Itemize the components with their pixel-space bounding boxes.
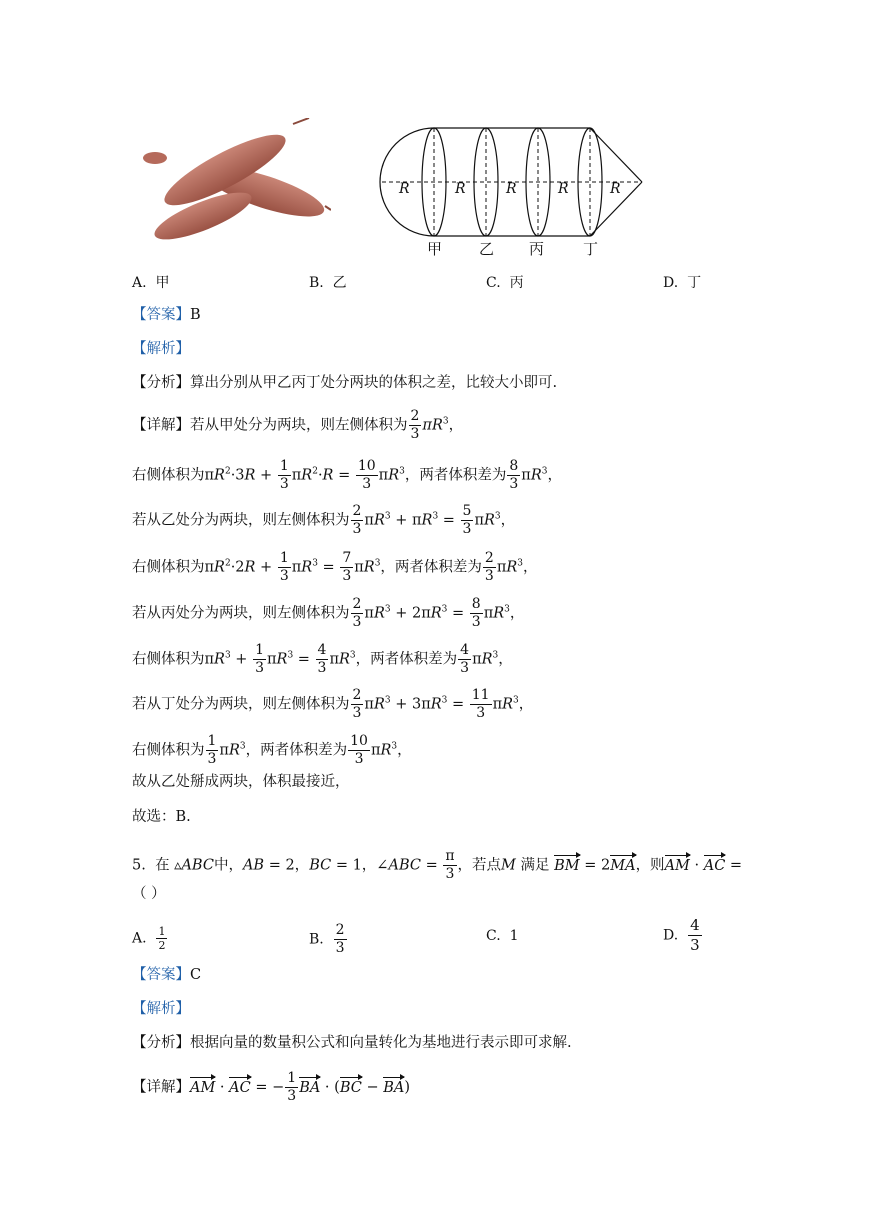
q4-option-b: B. 乙 [309, 275, 347, 291]
cut-label-ding: 丁 [583, 240, 599, 258]
cut-label-jia: 甲 [427, 240, 443, 258]
radius-label: R [506, 181, 517, 197]
q4-answer: 【答案】B [132, 307, 201, 323]
q5-stem: 5. 在 ▵ABC中，AB = 2，BC = 1，∠ABC = $\frac{\pi}{3}$ ，若点M 满足 BM = 2MA，则AM · AC = [132, 848, 743, 882]
q4-detail-line-5: 若从丙处分为两块，则左侧体积为 $\frac{2}{3}$ $\pi R^3 + 2\pi R^3$ = $\frac{8}{3}$ $\pi R^3$， [132, 596, 525, 630]
q4-analysis-heading: 【解析】 [132, 341, 190, 357]
q4-option-d: D. 丁 [663, 275, 702, 291]
sweet-potato-image [133, 118, 331, 256]
q4-detail-line-3: 若从乙处分为两块，则左侧体积为 $\frac{2}{3}$ $\pi R^3 + \pi R^3$ = $\frac{5}{3}$ $\pi R^3$， [132, 503, 516, 537]
q4-conclusion: 故从乙处掰成两块，体积最接近， [132, 774, 350, 790]
q5-fenxi: 【分析】根据向量的数量积公式和向量转化为基地进行表示即可求解. [132, 1035, 572, 1051]
q5-option-d: D. $\frac{4}{3}$ [663, 916, 700, 954]
q4-detail-line-7: 若从丁处分为两块，则左侧体积为 $\frac{2}{3}$ $\pi R^3 + 3\pi R^3$ = $\frac{11}{3}$ $\pi R^3$， [132, 687, 534, 721]
q4-detail-line-4: 右侧体积为$\pi R^2\cdot 2R$ + $\frac{1}{3}$ $\pi R^3$ = $\frac{7}{3}$ $\pi R^3$，两者体积差为 $\frac{2}{3}$ $\pi R^3$， [132, 550, 538, 584]
q4-option-a: A. 甲 [132, 275, 170, 291]
q4-option-c: C. 丙 [486, 275, 524, 291]
q4-detail-line-6: 右侧体积为$\pi R^3$ + $\frac{1}{3}$ $\pi R^3$ = $\frac{4}{3}$ $\pi R^3$，两者体积差为 $\frac{4}{3}$ $\pi R^3$， [132, 642, 513, 676]
radius-label: R [399, 181, 410, 197]
q5-option-a: A. $\frac{1}{2}$ [132, 925, 166, 952]
cut-label-yi: 乙 [479, 240, 495, 258]
q4-fenxi: 【分析】算出分别从甲乙丙丁处分两块的体积之差，比较大小即可. [132, 375, 558, 391]
radius-label: R [610, 181, 621, 197]
radius-label: R [558, 181, 569, 197]
q4-detail-line-1: 【详解】若从甲处分为两块，则左侧体积为 $\frac{2}{3}$ $\pi R^3$， [132, 408, 464, 442]
q5-answer: 【答案】C [132, 967, 202, 983]
cut-label-bing: 丙 [529, 240, 545, 258]
q5-detail: 【详解】AM · AC = − $\frac{1}{3}$ BA · (BC − BA) [132, 1070, 411, 1104]
radius-label: R [455, 181, 466, 197]
q5-option-b: B. $\frac{2}{3}$ [309, 922, 345, 956]
q5-option-c: C. 1 [486, 928, 519, 944]
q4-choice: 故选：B. [132, 809, 191, 825]
q5-answer-blank: （ ） [132, 886, 166, 902]
q4-detail-line-8: 右侧体积为 $\frac{1}{3}$ $\pi R^3$，两者体积差为 $\frac{10}{3}$ $\pi R^3$， [132, 733, 412, 767]
q4-detail-line-2: 右侧体积为$\pi R^2\cdot 3R$ + $\frac{1}{3}$ $\pi R^2\cdot R$ = $\frac{10}{3}$ $\pi R^3$，两者体积差为 $\frac{8}{3}$ $\pi R^3$， [132, 458, 562, 492]
q5-analysis-heading: 【解析】 [132, 1001, 190, 1017]
